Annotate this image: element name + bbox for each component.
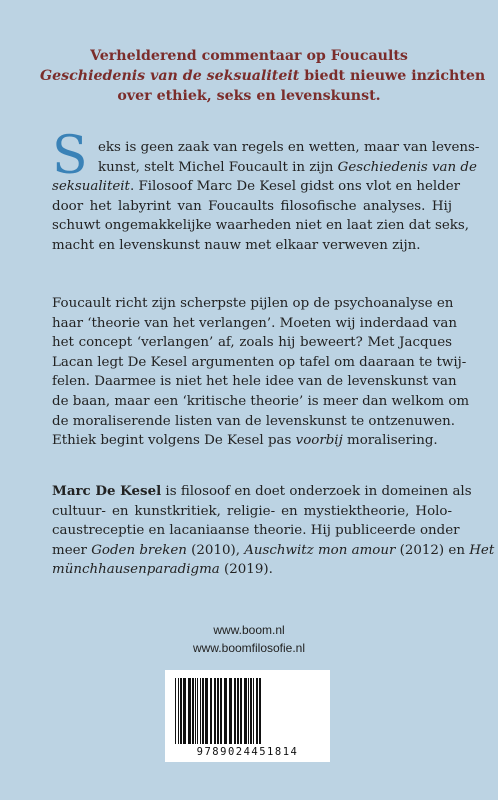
text-span: moralisering. xyxy=(342,433,438,449)
barcode-bar xyxy=(237,678,239,744)
drop-cap: S xyxy=(52,126,88,186)
barcode-bar xyxy=(195,678,196,744)
barcode-bar xyxy=(202,678,204,744)
barcode-bar xyxy=(234,678,236,744)
text-line: cultuur- en kunstkritiek, religie- en mystiektheorie, Holo- xyxy=(52,503,452,519)
barcode-bar xyxy=(244,678,247,744)
text-line xyxy=(52,431,452,451)
text-line: het concept ‘verlangen’ af, zoals hij beweert? Met Jacques xyxy=(52,335,452,351)
barcode-bar xyxy=(259,678,261,744)
text-line xyxy=(52,541,495,561)
publisher-links xyxy=(0,621,498,657)
text-span: Ethiek begint volgens De Kesel pas xyxy=(52,433,296,449)
barcode-bar xyxy=(214,678,216,744)
text-line xyxy=(52,482,472,502)
barcode-bar xyxy=(240,678,242,744)
text-line: schuwt ongemakkelijke waarheden niet en laat zien dat seks, xyxy=(52,218,470,234)
tagline-line: Verhelderend commentaar op Foucaults xyxy=(90,48,408,64)
book-title: Auschwitz mon amour xyxy=(244,542,396,558)
barcode xyxy=(165,670,330,762)
paragraph-intro xyxy=(52,138,480,256)
barcode-bar xyxy=(256,678,258,744)
text-span: meer xyxy=(52,542,92,558)
text-span: kunst, stelt Michel Foucault in zijn xyxy=(98,159,338,175)
book-title: Geschiedenis van de seksualiteit xyxy=(40,68,300,84)
barcode-bar xyxy=(224,678,227,744)
text-line xyxy=(52,177,461,197)
tagline-line xyxy=(40,66,486,86)
text-line: caustreceptie en lacaniaanse theorie. Hij publiceerde onder xyxy=(52,523,460,539)
tagline-line: over ethiek, seks en levenskunst. xyxy=(117,88,381,104)
barcode-bars xyxy=(173,678,322,744)
book-title: münchhausenparadigma xyxy=(52,562,220,578)
book-title: Het xyxy=(469,542,495,558)
barcode-bar xyxy=(183,678,186,744)
publisher-url[interactable]: www.boom.nl xyxy=(213,623,285,637)
text-line xyxy=(52,158,477,178)
text-line: door het labyrint van Foucaults filosofische analyses. Hij xyxy=(52,198,452,214)
book-title: Goden breken xyxy=(91,542,187,558)
text-line: eks is geen zaak van regels en wetten, maar van levens- xyxy=(98,140,480,155)
barcode-bar xyxy=(220,678,222,744)
barcode-bar xyxy=(192,678,194,744)
text-line: macht en levenskunst nauw met elkaar verweven zijn. xyxy=(52,237,421,253)
barcode-bar xyxy=(205,678,208,744)
barcode-bar xyxy=(175,678,176,744)
text-line: de baan, maar een ‘kritische theorie’ is meer dan welkom om xyxy=(52,393,470,409)
text-span: (2012) en xyxy=(395,542,470,558)
barcode-bar xyxy=(210,678,212,744)
text-line: de moraliserende listen van de levenskunst te ontzenuwen. xyxy=(52,413,455,429)
text-span: is filosoof en doet onderzoek in domeinen als xyxy=(161,484,472,499)
text-line: felen. Daarmee is niet het hele idee van de levenskunst van xyxy=(52,374,457,390)
book-title: Geschiedenis van de xyxy=(337,159,477,175)
text-line: Foucault richt zijn scherpste pijlen op de psychoanalyse en xyxy=(52,296,454,311)
barcode-bar xyxy=(229,678,232,744)
text-line: haar ‘theorie van het verlangen’. Moeten wij inderdaad van xyxy=(52,315,458,331)
text-line: Lacan legt De Kesel argumenten op tafel om daaraan te twij- xyxy=(52,354,467,370)
emphasis: voorbij xyxy=(295,433,343,449)
text-span: (2019). xyxy=(219,562,273,578)
barcode-bar xyxy=(250,678,252,744)
publisher-url[interactable]: www.boomfilosofie.nl xyxy=(192,641,306,655)
barcode-bar xyxy=(180,678,182,744)
text-line xyxy=(52,560,452,580)
barcode-bar xyxy=(248,678,249,744)
author-name: Marc De Kesel xyxy=(52,483,162,499)
book-title: seksualiteit xyxy=(52,179,130,195)
tagline xyxy=(40,46,486,106)
text-span: . Filosoof Marc De Kesel gidst ons vlot en helder xyxy=(129,179,461,195)
barcode-bar xyxy=(178,678,179,744)
isbn-number: 9789024451814 xyxy=(196,746,299,758)
text-span: (2010), xyxy=(186,542,245,558)
barcode-bar xyxy=(188,678,191,744)
barcode-bar xyxy=(200,678,201,744)
paragraph-psychoanalysis xyxy=(52,294,470,451)
author-bio xyxy=(52,482,495,580)
barcode-bar xyxy=(217,678,219,744)
tagline-text: biedt nieuwe inzichten xyxy=(299,68,486,84)
barcode-bar xyxy=(197,678,198,744)
barcode-bar xyxy=(253,678,254,744)
